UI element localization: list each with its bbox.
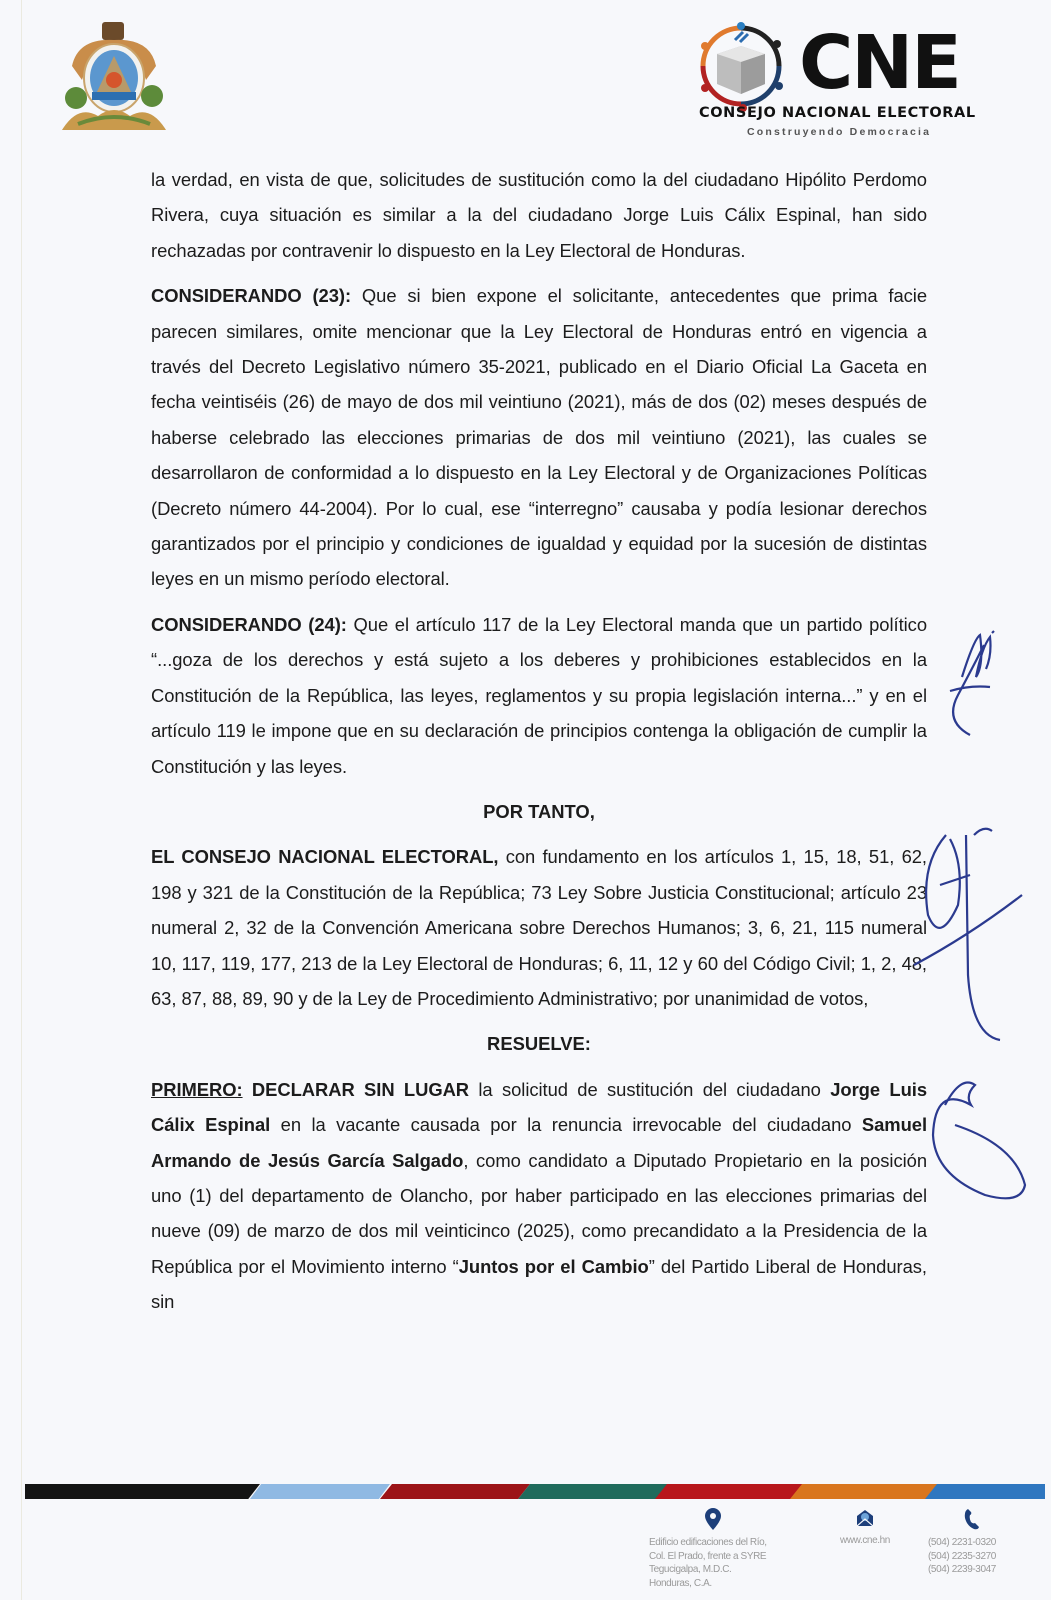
cne-logo xyxy=(695,20,1005,140)
website-link[interactable]: www.cne.hn xyxy=(840,1535,890,1546)
consejo-text: con fundamento en los artículos 1, 15, 18, 51, 62, 198 y 321 de la Constitución de la República; 73 Ley Sobre Justicia Constitucional; artículo 23 numeral 2, 32 de la Convención Americana sobre Derechos Humanos; 3, 6, 21, 115 numeral 10, 117, 119, 177, 213 de la Ley Electoral de Honduras; 6, 11, 12 y 60 del Código Civil; 1, 2, 48, 63, 87, 88, 89, 90 y de la Ley de Procedimiento Administrativo; por unanimidad de votos, xyxy=(151,846,927,1009)
footer-stripe-black xyxy=(25,1484,260,1499)
considerando-23-label: CONSIDERANDO (23): xyxy=(151,285,352,307)
primero-text-3: , como candidato a Diputado Propietario en la posición uno (1) del departamento de Olancho, por haber participado en las elecciones primarias del nueve (09) de marzo de dos mil veinticinco (2025), como precandidato a la Presidencia de la República por el Movimiento interno “ xyxy=(151,1149,927,1277)
phone-line: (504) 2231-0320 xyxy=(928,1537,996,1548)
coat-of-arms-logo xyxy=(58,20,170,138)
footer-stripe-blue xyxy=(925,1484,1045,1499)
considerando-23-text: Que si bien expone el solicitante, antecedentes que prima facie parecen similares, omite mencionar que la Ley Electoral de Honduras entró en vigencia a través del Decreto Legislativo número 35-2021, publicado en el Diario Oficial La Gaceta en fecha veintiséis (26) de mayo de dos mil veintiuno (2021), más de dos (02) meses después de haberse celebrado las elecciones primarias de dos mil veintiuno (2021), las cuales se desarrollaron de conformidad a lo dispuesto en la Ley Electoral y de Organizaciones Políticas (Decreto número 44-2004). Por lo cual, ese “interregno” causaba y podía lesionar derechos garantizados por el principio y condiciones de igualdad y equidad por la sucesión de distintas leyes en un mismo período electoral. xyxy=(151,285,927,590)
footer-web xyxy=(830,1508,900,1548)
paragraph-consejo xyxy=(151,839,927,1016)
primero-text-2: en la vacante causada por la renuncia irrevocable del ciudadano xyxy=(270,1114,862,1136)
cne-slogan: Construyendo Democracia xyxy=(747,126,932,138)
movement-name: Juntos por el Cambio xyxy=(458,1255,649,1277)
footer-stripe-green xyxy=(518,1484,668,1499)
mail-icon xyxy=(855,1508,875,1528)
resigned-candidate-name: Samuel Armando de Jesús García Salgado xyxy=(151,1114,928,1171)
primero-action: DECLARAR SIN LUGAR xyxy=(242,1078,470,1100)
document-body xyxy=(151,162,927,1330)
considerando-24-text: Que el artículo 117 de la Ley Electoral manda que un partido político “...goza de los derechos y está sujeto a los deberes y prohibiciones establecidos en la Constitución de la República, las leyes, reglamentos y su propia legislación interna...” y en el artículo 119 le impone que en su declaración de principios contenga la obligación de cumplir la Constitución y las leyes. xyxy=(151,613,927,777)
primero-text-1: la solicitud de sustitución del ciudadano xyxy=(469,1078,831,1100)
considerando-24-label: CONSIDERANDO (24): xyxy=(151,613,347,635)
ballot-box-emblem xyxy=(695,20,787,112)
primero-label: PRIMERO: xyxy=(151,1078,243,1100)
phone-line: (504) 2235-3270 xyxy=(928,1550,996,1562)
heading-resuelve: RESUELVE: xyxy=(487,1033,591,1055)
primero-text-4: ” del Partido Liberal de Honduras, sin xyxy=(151,1255,927,1313)
signature-1 xyxy=(940,625,1000,745)
paragraph-considerando-24 xyxy=(151,607,927,784)
cne-full-name: CONSEJO NACIONAL ELECTORAL xyxy=(699,105,976,121)
applicant-name: Jorge Luis Cálix Espinal xyxy=(151,1078,928,1136)
address-line: Col. El Prado, frente a SYRE xyxy=(649,1550,767,1562)
phone-icon xyxy=(964,1508,980,1530)
consejo-label: EL CONSEJO NACIONAL ELECTORAL, xyxy=(151,846,499,868)
footer-stripe-red xyxy=(655,1484,805,1499)
paragraph-intro: la verdad, en vista de que, solicitudes de sustitución como la del ciudadano Hipólito Perdomo Rivera, cuya situación es similar a la del ciudadano Jorge Luis Cálix Espinal, han sido rechazadas por contravenir lo dispuesto en la Ley Electoral de Honduras. xyxy=(151,169,927,261)
paragraph-primero xyxy=(151,1072,927,1320)
address-line: Edificio edificaciones del Río, xyxy=(649,1537,767,1548)
address-line: Honduras, C.A. xyxy=(649,1577,712,1589)
heading-por-tanto: POR TANTO, xyxy=(483,800,595,822)
footer-phones xyxy=(928,1508,1023,1577)
footer-stripe-lightblue xyxy=(250,1484,390,1499)
phone-line: (504) 2239-3047 xyxy=(928,1564,996,1575)
footer-stripe-orange xyxy=(790,1484,940,1499)
address-line: Tegucigalpa, M.D.C. xyxy=(649,1564,732,1575)
paragraph-considerando-23 xyxy=(151,278,927,597)
cne-acronym: CNE xyxy=(799,20,960,106)
signature-2 xyxy=(910,825,1030,1055)
page-edge xyxy=(21,0,22,1600)
map-pin-icon xyxy=(705,1508,721,1530)
footer-address xyxy=(649,1508,789,1589)
footer-stripe-darkred xyxy=(380,1484,530,1499)
signature-3 xyxy=(925,1065,1035,1215)
